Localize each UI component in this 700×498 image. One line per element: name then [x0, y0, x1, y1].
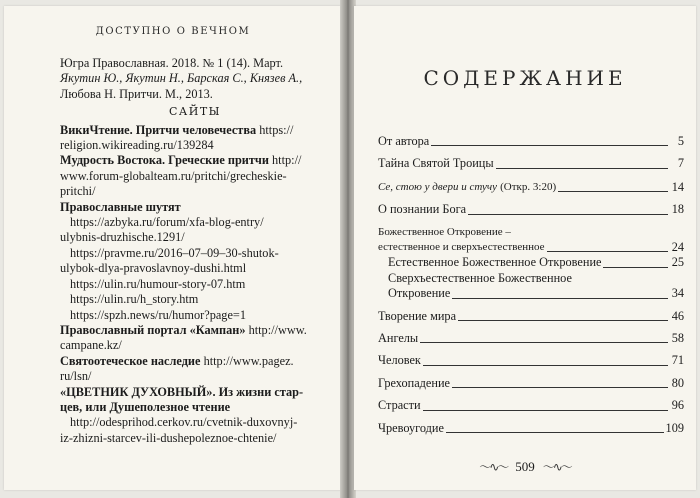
site-title: Мудрость Востока. Греческие притчи [60, 153, 269, 168]
toc-page-number: 46 [671, 308, 684, 323]
toc-leader [420, 341, 668, 343]
page-number-footer [354, 458, 696, 475]
toc-leader [468, 213, 668, 215]
toc-entry-title: Творение мира [378, 308, 457, 323]
site-url[interactable]: religion.wikireading.ru/139284 [60, 138, 214, 153]
intro-authors: Якутин Ю., Якутин Н., Барская С., Князев А., [60, 71, 303, 86]
ornament-left-icon: 〜∿〜 [479, 460, 508, 474]
toc-page-number: 34 [671, 286, 684, 301]
page-number: 509 [515, 458, 535, 474]
toc-entry[interactable] [378, 271, 684, 302]
toc-entry[interactable] [378, 156, 684, 171]
toc-entry[interactable] [378, 376, 684, 391]
toc-entry[interactable] [378, 225, 684, 256]
toc-page-number: 71 [671, 353, 684, 368]
toc-page-number: 25 [671, 255, 684, 270]
site-url[interactable]: https://ulin.ru/h_story.htm [70, 292, 199, 307]
site-url[interactable]: http:// [272, 153, 302, 168]
toc-entry-title: естественное и сверхъестественное [378, 241, 545, 254]
toc-entry-title: Человек [378, 353, 421, 368]
toc-leader [547, 250, 668, 252]
intro-authors-end: Любова Н. Притчи. М., 2013. [60, 86, 213, 101]
toc-page-number: 96 [671, 398, 684, 413]
toc-leader [496, 167, 668, 169]
toc-entry[interactable] [378, 353, 684, 368]
toc-entry[interactable] [378, 421, 684, 436]
site-url[interactable]: http://odesprihod.cerkov.ru/cvetnik-duxovnyj- [70, 415, 298, 430]
bibliography-intro [60, 56, 330, 102]
toc-entry-title: От автора [378, 134, 430, 148]
toc-entry-title: Се, стою у двери и стучу [378, 180, 498, 193]
toc-leader [458, 319, 668, 321]
left-page [4, 6, 342, 490]
toc-entry-line [388, 286, 684, 301]
site-entry [60, 153, 330, 199]
site-url[interactable]: ru/lsn/ [60, 369, 92, 384]
site-url[interactable]: ulybnis-druzhische.1291/ [60, 230, 185, 245]
site-entry [60, 123, 330, 154]
site-url[interactable]: http://www. [248, 322, 307, 337]
site-url[interactable]: ulybok-dlya-pravoslavnoy-dushi.html [60, 261, 247, 276]
toc-entry-title: Откровение [388, 286, 451, 301]
toc-entry[interactable] [378, 309, 684, 324]
site-url[interactable]: campane.kz/ [60, 338, 122, 353]
toc-leader [558, 190, 668, 192]
toc-entry-line [378, 240, 684, 255]
intro-line [60, 71, 330, 86]
intro-line [60, 87, 330, 102]
site-entry [60, 200, 330, 323]
site-title: ВикиЧтение. Притчи человечества [60, 122, 257, 137]
left-page-body [60, 56, 330, 446]
toc-entry[interactable] [378, 255, 684, 270]
toc-entry-title: Страсти [378, 398, 421, 413]
toc-leader [452, 386, 668, 388]
toc-page-number: 109 [665, 420, 684, 435]
toc-leader [423, 364, 668, 366]
site-url[interactable]: http://www.pagez. [203, 353, 294, 368]
toc-entry[interactable] [378, 134, 684, 149]
site-entry [60, 323, 330, 354]
site-url[interactable]: https://pravme.ru/2016–07–09–30-shutok- [70, 245, 279, 260]
site-url[interactable]: https:// [259, 122, 294, 137]
toc-entry-title: Тайна Святой Троицы [378, 156, 494, 171]
sites-heading: САЙТЫ [169, 105, 221, 119]
toc-entry-title: Грехопадение [378, 375, 450, 390]
toc-entry-title: Ангелы [378, 331, 419, 346]
toc-entry-title: Естественное Божественное Откровение [388, 255, 602, 270]
table-of-contents [378, 134, 684, 443]
toc-entry-title: О познании Бога [378, 202, 467, 217]
toc-leader [423, 409, 668, 411]
toc-entry[interactable] [378, 398, 684, 413]
toc-leader [446, 431, 664, 433]
site-url[interactable]: https://spzh.news/ru/humor?page=1 [70, 307, 246, 322]
running-head: ДОСТУПНО О ВЕЧНОМ [95, 26, 251, 37]
toc-title: СОДЕРЖАНИЕ [423, 66, 627, 90]
site-url[interactable]: www.forum-globalteam.ru/pritchi/grecheskie- [60, 168, 287, 183]
toc-page-number: 18 [671, 202, 684, 217]
toc-page-number: 58 [671, 331, 684, 346]
right-page [354, 6, 696, 490]
site-title: Святоотеческое наследие [60, 353, 201, 368]
toc-page-number: 24 [671, 240, 684, 255]
site-title-cont: цев, или Душеполезное чтение [60, 399, 231, 414]
toc-entry-title: Сверхъестественное Божественное [388, 270, 572, 285]
site-entry [60, 385, 330, 447]
toc-leader [431, 144, 668, 146]
site-url[interactable]: iz-zhizni-starcev-ili-dushepoleznoe-chtenie/ [60, 430, 277, 445]
toc-page-number: 80 [671, 375, 684, 390]
toc-entry-title: Чревоугодие [378, 420, 444, 435]
site-url[interactable]: pritchi/ [60, 184, 96, 199]
toc-leader [452, 297, 668, 299]
toc-page-number: 14 [671, 179, 684, 194]
toc-entry-ref: (Откр. 3:20) [500, 180, 557, 193]
toc-entry-title: Божественное Откровение – [378, 225, 511, 238]
toc-entry[interactable] [378, 331, 684, 346]
intro-line: Югра Православная. 2018. № 1 (14). Март. [60, 56, 284, 70]
toc-entry[interactable] [378, 179, 684, 195]
toc-entry[interactable] [378, 202, 684, 217]
toc-page-number: 5 [677, 134, 684, 148]
site-title: Православные шутят [60, 199, 181, 214]
site-entry [60, 354, 330, 385]
toc-leader [603, 266, 668, 268]
site-url[interactable]: https://azbyka.ru/forum/xfa-blog-entry/ [70, 215, 264, 230]
site-title: «ЦВЕТНИК ДУХОВНЫЙ». Из жизни стар- [60, 384, 304, 399]
ornament-right-icon: 〜∿〜 [542, 460, 571, 474]
toc-page-number: 7 [677, 156, 684, 171]
site-title: Православный портал «Кампан» [60, 322, 246, 337]
site-url[interactable]: https://ulin.ru/humour-story-07.htm [70, 276, 246, 291]
